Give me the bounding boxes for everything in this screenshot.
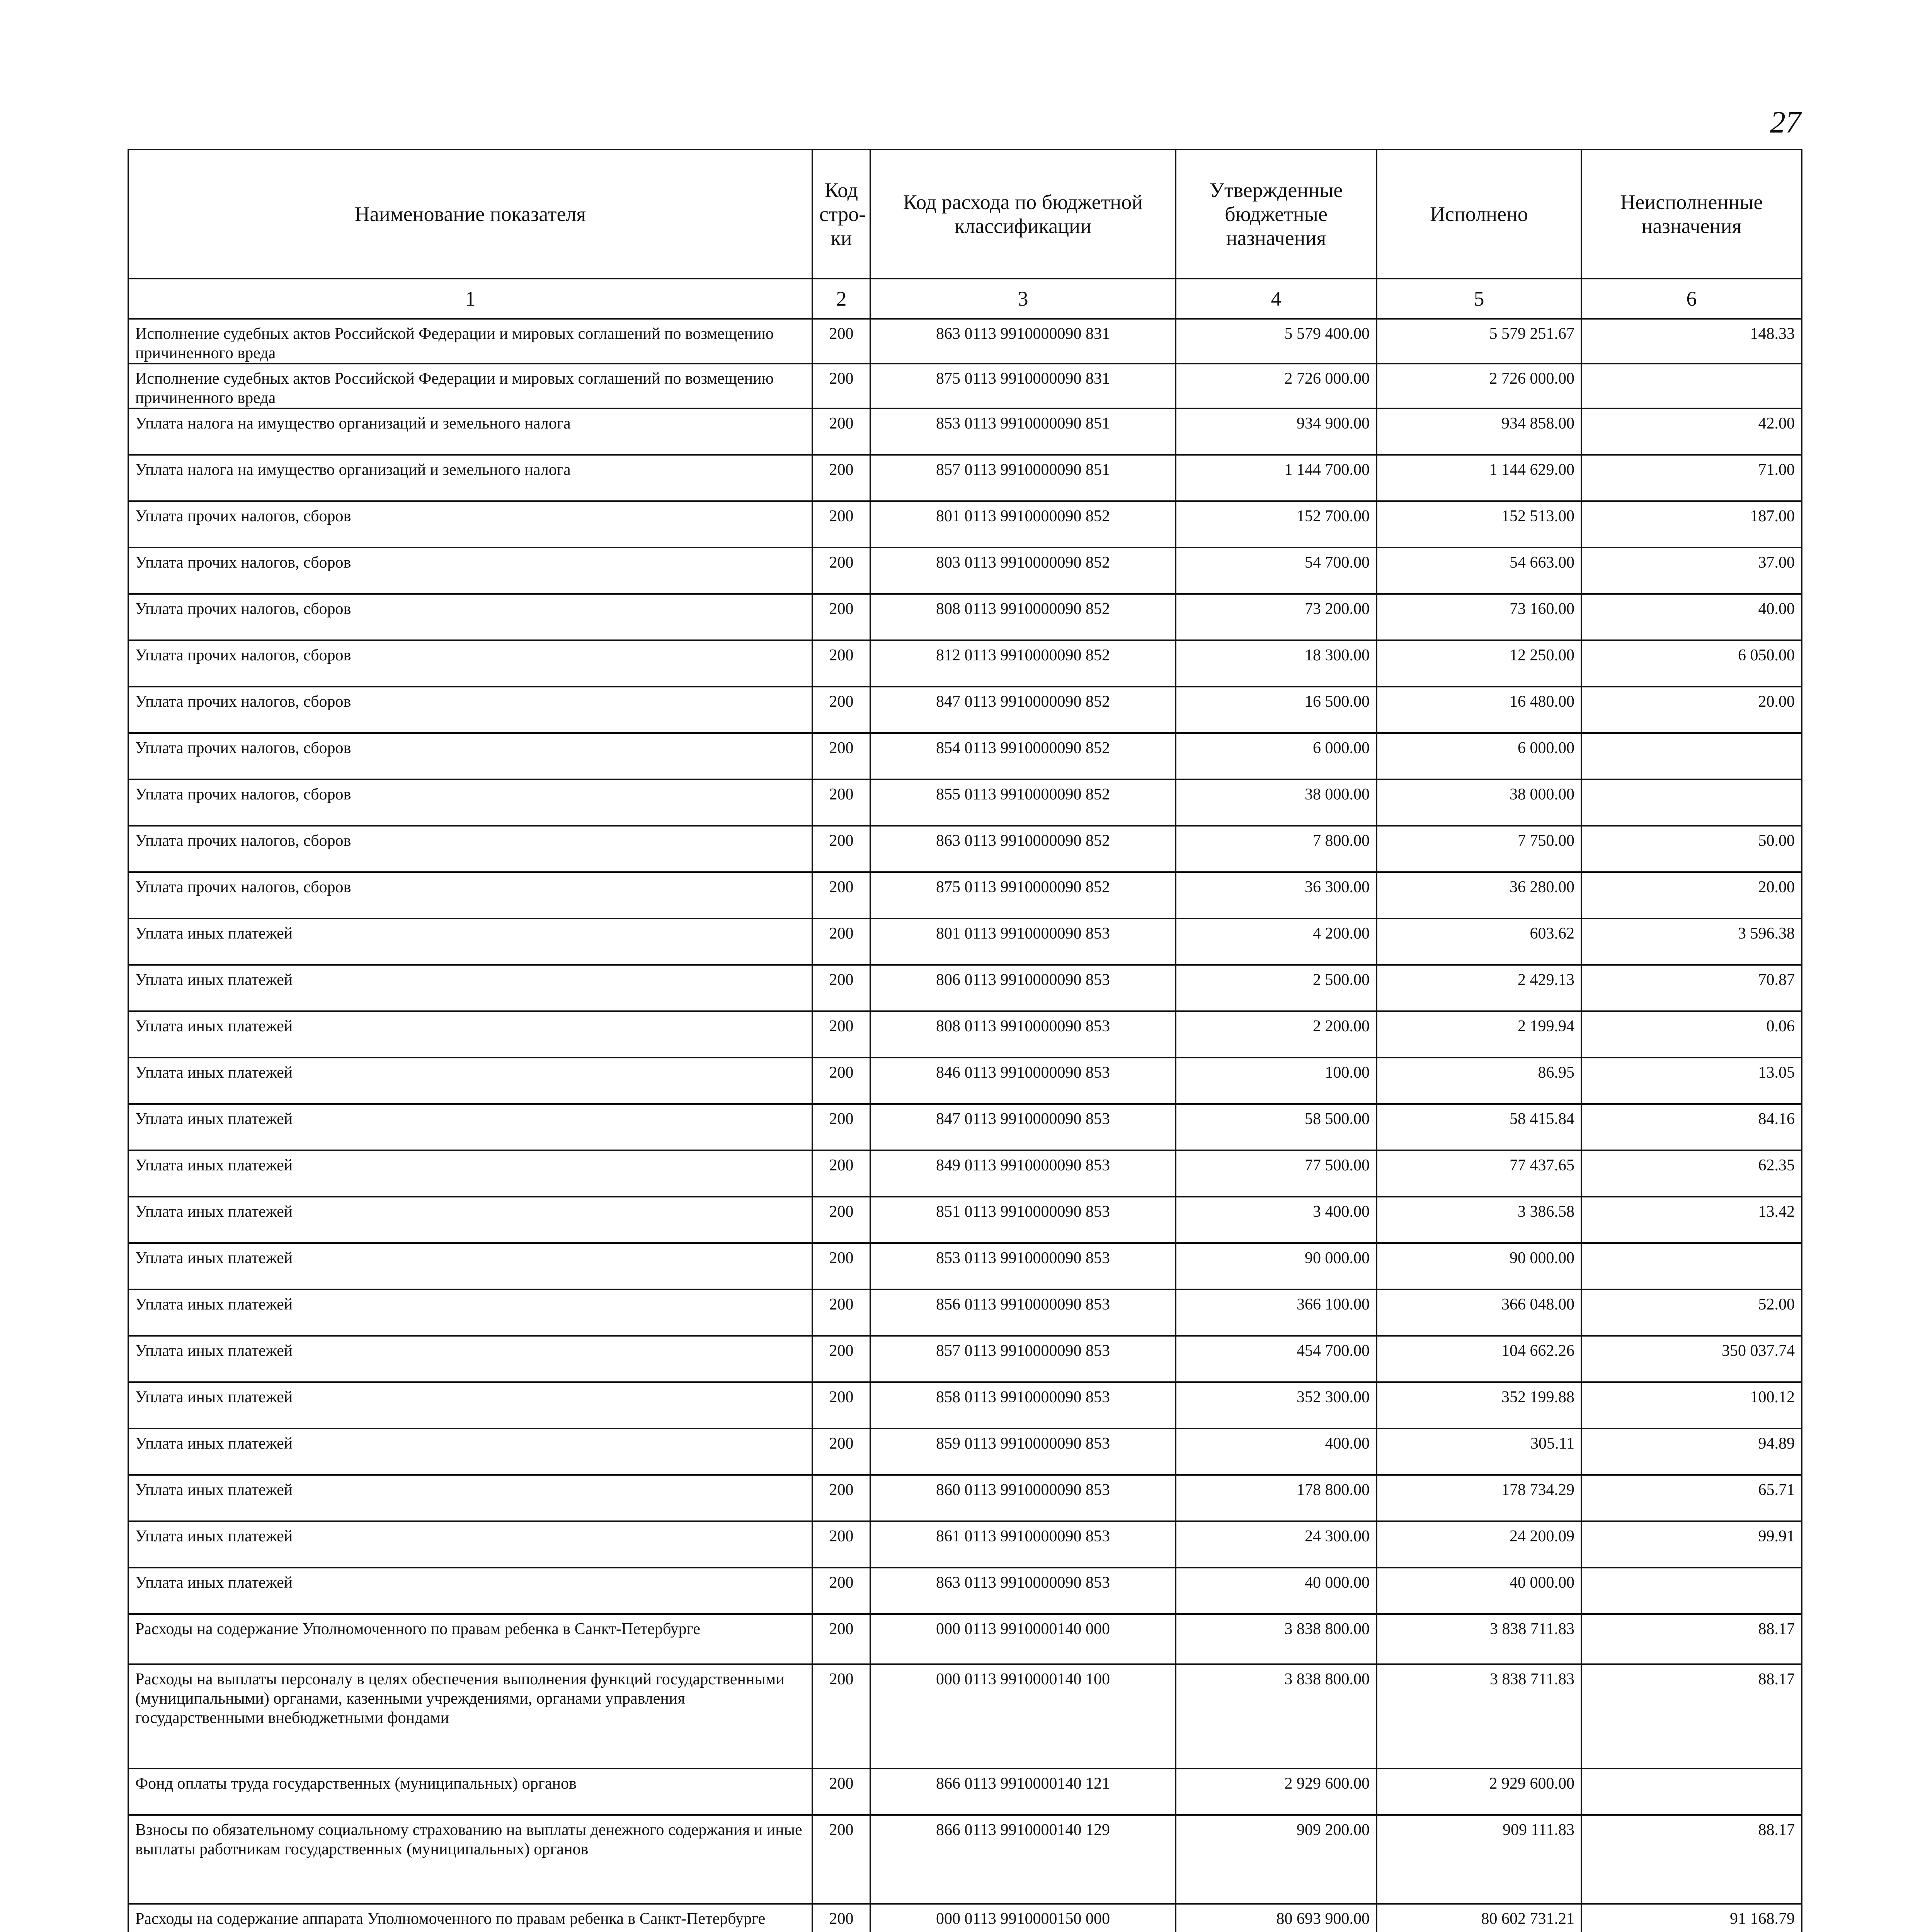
column-number: 5 [1377, 279, 1581, 319]
row-expense-code: 863 0113 9910000090 852 [870, 826, 1176, 872]
table-row [128, 319, 1802, 364]
row-approved: 6 000.00 [1176, 733, 1377, 779]
row-unexecuted [1581, 779, 1802, 826]
row-line-code: 200 [812, 1011, 870, 1058]
row-line-code: 200 [812, 872, 870, 918]
row-expense-code: 853 0113 9910000090 853 [870, 1243, 1176, 1289]
row-approved: 5 579 400.00 [1176, 319, 1377, 364]
row-expense-code: 856 0113 9910000090 853 [870, 1289, 1176, 1336]
row-name: Расходы на содержание Уполномоченного по правам ребенка в Санкт-Петербурге [128, 1614, 812, 1664]
row-expense-code: 000 0113 9910000140 000 [870, 1614, 1176, 1664]
row-name: Уплата иных платежей [128, 1197, 812, 1243]
row-name: Уплата прочих налогов, сборов [128, 779, 812, 826]
table-row [128, 1769, 1802, 1815]
row-name: Взносы по обязательному социальному страхованию на выплаты денежного содержания и иные выплаты работникам государственных (муниципальных) органов [128, 1815, 812, 1904]
row-name: Уплата иных платежей [128, 918, 812, 965]
row-unexecuted: 65.71 [1581, 1475, 1802, 1521]
row-expense-code: 801 0113 9910000090 852 [870, 501, 1176, 548]
table-row [128, 1104, 1802, 1150]
row-approved: 73 200.00 [1176, 594, 1377, 640]
row-approved: 58 500.00 [1176, 1104, 1377, 1150]
row-unexecuted: 84.16 [1581, 1104, 1802, 1150]
row-unexecuted [1581, 1568, 1802, 1614]
column-number-row [128, 279, 1802, 319]
row-name: Уплата прочих налогов, сборов [128, 501, 812, 548]
row-approved: 18 300.00 [1176, 640, 1377, 687]
row-line-code: 200 [812, 1664, 870, 1769]
row-executed: 80 602 731.21 [1377, 1904, 1581, 1932]
table-row [128, 1664, 1802, 1769]
header-unexecuted: Неисполненные назначения [1581, 150, 1802, 279]
table-row [128, 1815, 1802, 1904]
row-line-code: 200 [812, 364, 870, 408]
row-name: Уплата прочих налогов, сборов [128, 826, 812, 872]
row-line-code: 200 [812, 1150, 870, 1197]
row-line-code: 200 [812, 1289, 870, 1336]
row-line-code: 200 [812, 1104, 870, 1150]
row-expense-code: 857 0113 9910000090 851 [870, 455, 1176, 501]
row-approved: 54 700.00 [1176, 548, 1377, 594]
row-name: Уплата иных платежей [128, 1104, 812, 1150]
row-executed: 934 858.00 [1377, 408, 1581, 455]
row-approved: 2 200.00 [1176, 1011, 1377, 1058]
header-line-code: Код стро-ки [812, 150, 870, 279]
row-name: Расходы на выплаты персоналу в целях обеспечения выполнения функций государственными (муниципальными) органами, казенными учреждениями, органами управления государственными внебюджетными фондами [128, 1664, 812, 1769]
row-name: Уплата прочих налогов, сборов [128, 594, 812, 640]
table-row [128, 918, 1802, 965]
row-approved: 2 500.00 [1176, 965, 1377, 1011]
row-expense-code: 855 0113 9910000090 852 [870, 779, 1176, 826]
row-expense-code: 860 0113 9910000090 853 [870, 1475, 1176, 1521]
row-line-code: 200 [812, 408, 870, 455]
row-expense-code: 812 0113 9910000090 852 [870, 640, 1176, 687]
row-executed: 178 734.29 [1377, 1475, 1581, 1521]
row-line-code: 200 [812, 594, 870, 640]
column-number: 4 [1176, 279, 1377, 319]
table-row [128, 1382, 1802, 1429]
row-name: Уплата прочих налогов, сборов [128, 687, 812, 733]
table-row [128, 455, 1802, 501]
row-expense-code: 866 0113 9910000140 129 [870, 1815, 1176, 1904]
row-name: Уплата прочих налогов, сборов [128, 872, 812, 918]
header-executed: Исполнено [1377, 150, 1581, 279]
row-unexecuted [1581, 364, 1802, 408]
row-unexecuted: 40.00 [1581, 594, 1802, 640]
row-unexecuted: 187.00 [1581, 501, 1802, 548]
table-row [128, 501, 1802, 548]
budget-execution-table [128, 149, 1802, 1932]
header-row [128, 150, 1802, 279]
row-unexecuted: 88.17 [1581, 1614, 1802, 1664]
header-indicator-name: Наименование показателя [128, 150, 812, 279]
row-approved: 909 200.00 [1176, 1815, 1377, 1904]
row-expense-code: 000 0113 9910000150 000 [870, 1904, 1176, 1932]
row-executed: 6 000.00 [1377, 733, 1581, 779]
row-executed: 305.11 [1377, 1429, 1581, 1475]
row-expense-code: 849 0113 9910000090 853 [870, 1150, 1176, 1197]
table-row [128, 640, 1802, 687]
row-name: Уплата иных платежей [128, 1243, 812, 1289]
row-line-code: 200 [812, 1382, 870, 1429]
table-row [128, 687, 1802, 733]
row-unexecuted: 13.42 [1581, 1197, 1802, 1243]
row-expense-code: 801 0113 9910000090 853 [870, 918, 1176, 965]
row-name: Уплата прочих налогов, сборов [128, 548, 812, 594]
row-unexecuted: 71.00 [1581, 455, 1802, 501]
row-unexecuted: 100.12 [1581, 1382, 1802, 1429]
row-approved: 366 100.00 [1176, 1289, 1377, 1336]
table-row [128, 1150, 1802, 1197]
column-number: 3 [870, 279, 1176, 319]
row-approved: 3 838 800.00 [1176, 1664, 1377, 1769]
column-number: 1 [128, 279, 812, 319]
row-executed: 77 437.65 [1377, 1150, 1581, 1197]
row-line-code: 200 [812, 501, 870, 548]
row-expense-code: 806 0113 9910000090 853 [870, 965, 1176, 1011]
row-unexecuted: 50.00 [1581, 826, 1802, 872]
header-approved: Утвержденные бюджетные назначения [1176, 150, 1377, 279]
row-executed: 24 200.09 [1377, 1521, 1581, 1568]
row-approved: 77 500.00 [1176, 1150, 1377, 1197]
row-expense-code: 859 0113 9910000090 853 [870, 1429, 1176, 1475]
row-line-code: 200 [812, 1815, 870, 1904]
row-expense-code: 866 0113 9910000140 121 [870, 1769, 1176, 1815]
row-expense-code: 803 0113 9910000090 852 [870, 548, 1176, 594]
row-line-code: 200 [812, 640, 870, 687]
row-line-code: 200 [812, 1429, 870, 1475]
row-unexecuted: 70.87 [1581, 965, 1802, 1011]
row-line-code: 200 [812, 687, 870, 733]
row-unexecuted: 52.00 [1581, 1289, 1802, 1336]
row-name: Уплата иных платежей [128, 1382, 812, 1429]
row-executed: 5 579 251.67 [1377, 319, 1581, 364]
row-name: Уплата иных платежей [128, 1011, 812, 1058]
row-name: Уплата иных платежей [128, 1521, 812, 1568]
table-row [128, 1429, 1802, 1475]
row-executed: 2 429.13 [1377, 965, 1581, 1011]
row-expense-code: 808 0113 9910000090 853 [870, 1011, 1176, 1058]
row-unexecuted: 0.06 [1581, 1011, 1802, 1058]
table-row [128, 779, 1802, 826]
table-row [128, 872, 1802, 918]
row-approved: 38 000.00 [1176, 779, 1377, 826]
row-expense-code: 853 0113 9910000090 851 [870, 408, 1176, 455]
row-name: Фонд оплаты труда государственных (муниципальных) органов [128, 1769, 812, 1815]
row-name: Уплата иных платежей [128, 1475, 812, 1521]
row-name: Уплата иных платежей [128, 1336, 812, 1382]
row-name: Уплата иных платежей [128, 965, 812, 1011]
table-row [128, 1568, 1802, 1614]
row-line-code: 200 [812, 1058, 870, 1104]
row-executed: 40 000.00 [1377, 1568, 1581, 1614]
row-approved: 90 000.00 [1176, 1243, 1377, 1289]
row-expense-code: 875 0113 9910000090 831 [870, 364, 1176, 408]
row-approved: 1 144 700.00 [1176, 455, 1377, 501]
row-unexecuted: 91 168.79 [1581, 1904, 1802, 1932]
row-unexecuted: 94.89 [1581, 1429, 1802, 1475]
row-name: Уплата иных платежей [128, 1429, 812, 1475]
row-expense-code: 863 0113 9910000090 831 [870, 319, 1176, 364]
row-executed: 3 386.58 [1377, 1197, 1581, 1243]
row-name: Исполнение судебных актов Российской Федерации и мировых соглашений по возмещению причиненного вреда [128, 319, 812, 364]
table-row [128, 1904, 1802, 1932]
row-expense-code: 846 0113 9910000090 853 [870, 1058, 1176, 1104]
row-expense-code: 858 0113 9910000090 853 [870, 1382, 1176, 1429]
row-expense-code: 808 0113 9910000090 852 [870, 594, 1176, 640]
row-approved: 24 300.00 [1176, 1521, 1377, 1568]
row-unexecuted: 13.05 [1581, 1058, 1802, 1104]
row-line-code: 200 [812, 1475, 870, 1521]
row-approved: 4 200.00 [1176, 918, 1377, 965]
row-executed: 2 199.94 [1377, 1011, 1581, 1058]
row-unexecuted: 99.91 [1581, 1521, 1802, 1568]
row-executed: 16 480.00 [1377, 687, 1581, 733]
table-row [128, 733, 1802, 779]
table-row [128, 548, 1802, 594]
row-name: Уплата налога на имущество организаций и земельного налога [128, 408, 812, 455]
column-number: 6 [1581, 279, 1802, 319]
row-executed: 12 250.00 [1377, 640, 1581, 687]
row-line-code: 200 [812, 1336, 870, 1382]
row-unexecuted: 88.17 [1581, 1815, 1802, 1904]
row-executed: 7 750.00 [1377, 826, 1581, 872]
row-unexecuted: 350 037.74 [1581, 1336, 1802, 1382]
header-expense-code: Код расхода по бюджетной классификации [870, 150, 1176, 279]
table-row [128, 1614, 1802, 1664]
row-name: Исполнение судебных актов Российской Федерации и мировых соглашений по возмещению причиненного вреда [128, 364, 812, 408]
row-executed: 36 280.00 [1377, 872, 1581, 918]
row-name: Уплата налога на имущество организаций и земельного налога [128, 455, 812, 501]
table-row [128, 364, 1802, 408]
row-line-code: 200 [812, 965, 870, 1011]
row-expense-code: 851 0113 9910000090 853 [870, 1197, 1176, 1243]
row-executed: 152 513.00 [1377, 501, 1581, 548]
row-line-code: 200 [812, 779, 870, 826]
row-expense-code: 847 0113 9910000090 853 [870, 1104, 1176, 1150]
table-row [128, 1521, 1802, 1568]
row-name: Уплата иных платежей [128, 1568, 812, 1614]
row-expense-code: 875 0113 9910000090 852 [870, 872, 1176, 918]
row-executed: 3 838 711.83 [1377, 1664, 1581, 1769]
row-unexecuted [1581, 733, 1802, 779]
table-row [128, 1243, 1802, 1289]
row-executed: 73 160.00 [1377, 594, 1581, 640]
row-line-code: 200 [812, 1904, 870, 1932]
row-approved: 3 838 800.00 [1176, 1614, 1377, 1664]
row-approved: 40 000.00 [1176, 1568, 1377, 1614]
table-row [128, 1475, 1802, 1521]
row-approved: 2 929 600.00 [1176, 1769, 1377, 1815]
row-line-code: 200 [812, 733, 870, 779]
table-body [128, 319, 1802, 1932]
row-unexecuted: 148.33 [1581, 319, 1802, 364]
table-row [128, 965, 1802, 1011]
row-executed: 54 663.00 [1377, 548, 1581, 594]
row-name: Уплата прочих налогов, сборов [128, 733, 812, 779]
row-name: Уплата иных платежей [128, 1289, 812, 1336]
row-expense-code: 861 0113 9910000090 853 [870, 1521, 1176, 1568]
row-executed: 2 726 000.00 [1377, 364, 1581, 408]
table-row [128, 1289, 1802, 1336]
row-approved: 100.00 [1176, 1058, 1377, 1104]
row-approved: 152 700.00 [1176, 501, 1377, 548]
row-approved: 3 400.00 [1176, 1197, 1377, 1243]
row-approved: 80 693 900.00 [1176, 1904, 1377, 1932]
table-row [128, 826, 1802, 872]
row-unexecuted: 20.00 [1581, 872, 1802, 918]
row-line-code: 200 [812, 1769, 870, 1815]
row-expense-code: 857 0113 9910000090 853 [870, 1336, 1176, 1382]
row-executed: 58 415.84 [1377, 1104, 1581, 1150]
row-expense-code: 847 0113 9910000090 852 [870, 687, 1176, 733]
row-name: Уплата прочих налогов, сборов [128, 640, 812, 687]
row-unexecuted: 42.00 [1581, 408, 1802, 455]
row-line-code: 200 [812, 826, 870, 872]
table-row [128, 1058, 1802, 1104]
row-unexecuted: 62.35 [1581, 1150, 1802, 1197]
table-row [128, 408, 1802, 455]
row-line-code: 200 [812, 1568, 870, 1614]
row-executed: 603.62 [1377, 918, 1581, 965]
row-line-code: 200 [812, 1243, 870, 1289]
row-executed: 1 144 629.00 [1377, 455, 1581, 501]
row-line-code: 200 [812, 319, 870, 364]
row-approved: 400.00 [1176, 1429, 1377, 1475]
row-executed: 2 929 600.00 [1377, 1769, 1581, 1815]
column-number: 2 [812, 279, 870, 319]
row-executed: 3 838 711.83 [1377, 1614, 1581, 1664]
row-expense-code: 000 0113 9910000140 100 [870, 1664, 1176, 1769]
row-executed: 38 000.00 [1377, 779, 1581, 826]
table-row [128, 594, 1802, 640]
row-expense-code: 863 0113 9910000090 853 [870, 1568, 1176, 1614]
row-approved: 454 700.00 [1176, 1336, 1377, 1382]
row-line-code: 200 [812, 548, 870, 594]
row-executed: 909 111.83 [1377, 1815, 1581, 1904]
table-row [128, 1336, 1802, 1382]
row-unexecuted: 6 050.00 [1581, 640, 1802, 687]
row-unexecuted: 3 596.38 [1581, 918, 1802, 965]
row-line-code: 200 [812, 918, 870, 965]
row-approved: 352 300.00 [1176, 1382, 1377, 1429]
page-number: 27 [1770, 105, 1801, 139]
row-executed: 86.95 [1377, 1058, 1581, 1104]
row-name: Расходы на содержание аппарата Уполномоченного по правам ребенка в Санкт-Петербурге [128, 1904, 812, 1932]
table-row [128, 1197, 1802, 1243]
row-approved: 7 800.00 [1176, 826, 1377, 872]
row-line-code: 200 [812, 455, 870, 501]
row-unexecuted: 88.17 [1581, 1664, 1802, 1769]
row-name: Уплата иных платежей [128, 1058, 812, 1104]
row-line-code: 200 [812, 1614, 870, 1664]
row-unexecuted: 20.00 [1581, 687, 1802, 733]
row-approved: 36 300.00 [1176, 872, 1377, 918]
row-unexecuted [1581, 1769, 1802, 1815]
row-expense-code: 854 0113 9910000090 852 [870, 733, 1176, 779]
row-approved: 178 800.00 [1176, 1475, 1377, 1521]
row-name: Уплата иных платежей [128, 1150, 812, 1197]
row-approved: 934 900.00 [1176, 408, 1377, 455]
row-approved: 16 500.00 [1176, 687, 1377, 733]
row-executed: 366 048.00 [1377, 1289, 1581, 1336]
row-executed: 352 199.88 [1377, 1382, 1581, 1429]
row-unexecuted: 37.00 [1581, 548, 1802, 594]
row-executed: 104 662.26 [1377, 1336, 1581, 1382]
row-line-code: 200 [812, 1197, 870, 1243]
row-line-code: 200 [812, 1521, 870, 1568]
row-approved: 2 726 000.00 [1176, 364, 1377, 408]
table-row [128, 1011, 1802, 1058]
row-unexecuted [1581, 1243, 1802, 1289]
row-executed: 90 000.00 [1377, 1243, 1581, 1289]
